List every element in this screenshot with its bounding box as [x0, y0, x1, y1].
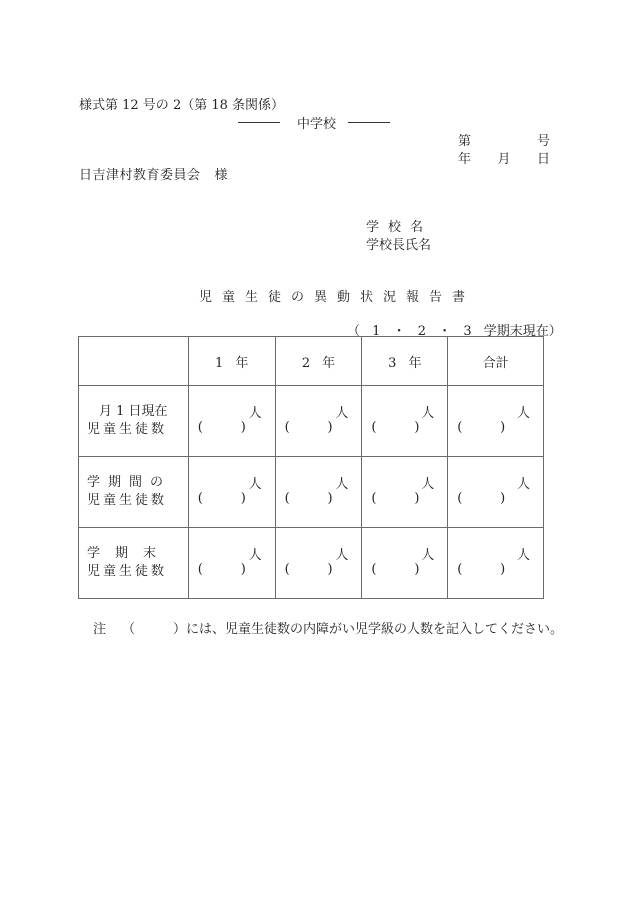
cell-grade-3[interactable]: 人 ( ) [362, 457, 448, 528]
cell-total[interactable]: 人 ( ) [448, 457, 544, 528]
note-label: 注 [93, 622, 107, 637]
table-row [79, 528, 544, 599]
date-day: 日 [536, 152, 550, 167]
term-separator: ・ [438, 324, 452, 339]
document-date-field[interactable] [458, 148, 550, 167]
report-title: 児童生徒の異動状況報告書 [199, 290, 476, 305]
cell-grade-1[interactable]: 人 ( ) [188, 457, 275, 528]
table-row [79, 457, 544, 528]
cell-grade-1[interactable]: 人 ( ) [188, 528, 275, 599]
principal-name-field[interactable]: 学校長氏名 [366, 238, 432, 253]
school-type-field[interactable]: 中学校 [297, 117, 337, 132]
row-label-during-term: 学期間の 児童生徒数 [79, 457, 189, 528]
date-year: 年 [458, 152, 472, 167]
term-separator: ・ [392, 324, 406, 339]
date-month: 月 [497, 152, 511, 167]
header-grade-1: 1 年 [188, 337, 275, 386]
header-empty [79, 337, 189, 386]
note-text: には、児童生徒数の内障がい児学級の人数を記入してください。 [186, 622, 564, 637]
header-total: 合計 [448, 337, 544, 386]
cell-grade-2[interactable]: 人 ( ) [275, 386, 362, 457]
header-grade-3: 3 年 [362, 337, 448, 386]
term-suffix: 学期末現在） [483, 324, 562, 339]
cell-grade-3[interactable]: 人 ( ) [362, 528, 448, 599]
cell-grade-3[interactable]: 人 ( ) [362, 386, 448, 457]
cell-grade-2[interactable]: 人 ( ) [275, 528, 362, 599]
term-open: （ [347, 324, 361, 339]
table-row [79, 386, 544, 457]
term-option-2[interactable]: 2 [417, 324, 427, 339]
cell-total[interactable]: 人 ( ) [448, 528, 544, 599]
student-count-table [78, 336, 544, 599]
addressee-name: 日吉津村教育委員会 [79, 168, 201, 183]
row-label-end-of-term: 学 期 末 児童生徒数 [79, 528, 189, 599]
header-grade-2: 2 年 [275, 337, 362, 386]
term-option-1[interactable]: 1 [372, 324, 381, 339]
footnote [93, 618, 563, 637]
note-open-paren: （ [122, 622, 136, 637]
term-option-3[interactable]: 3 [463, 324, 472, 339]
cell-grade-1[interactable]: 人 ( ) [188, 386, 275, 457]
left-rule [238, 122, 280, 123]
cell-grade-2[interactable]: 人 ( ) [275, 457, 362, 528]
note-close-paren: ） [173, 622, 187, 637]
form-number: 様式第 12 号の 2（第 18 条関係） [79, 98, 285, 113]
table-header-row [79, 337, 544, 386]
school-name-field[interactable]: 学校名 [366, 220, 433, 235]
document-number-field[interactable] [458, 130, 550, 149]
addressee [79, 164, 228, 183]
school-type-line [238, 113, 390, 132]
cell-total[interactable]: 人 ( ) [448, 386, 544, 457]
right-rule [348, 122, 390, 123]
doc-number-suffix: 号 [536, 134, 550, 149]
row-label-start-of-month: 月 1 日現在 児童生徒数 [79, 386, 189, 457]
honorific: 様 [214, 168, 229, 183]
doc-number-prefix: 第 [458, 134, 472, 149]
